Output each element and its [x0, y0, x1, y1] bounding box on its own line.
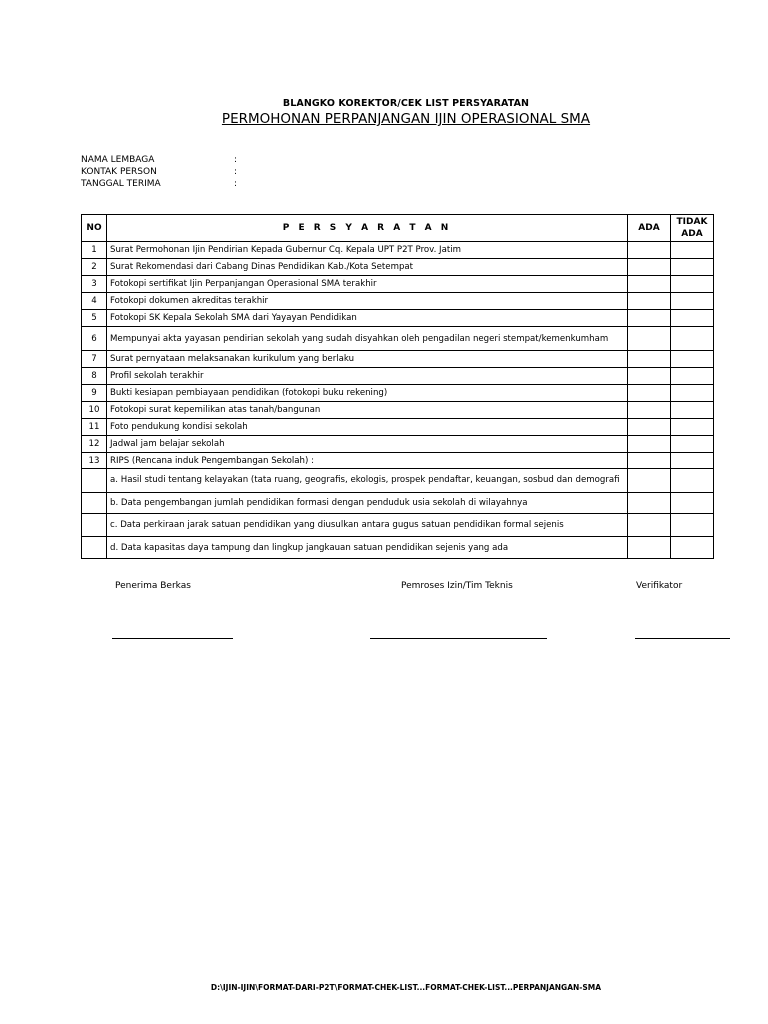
- row-no: 4: [82, 293, 107, 310]
- row-no: 12: [82, 436, 107, 453]
- signature-label-verifikator: Verifikator: [636, 581, 683, 591]
- table-row: [82, 402, 714, 419]
- subrow-no: [82, 469, 107, 493]
- row-no: 8: [82, 368, 107, 385]
- row-text: Bukti kesiapan pembiayaan pendidikan (fotokopi buku rekening): [107, 385, 628, 402]
- table-subrow: [82, 469, 714, 493]
- ada-cell[interactable]: [628, 259, 671, 276]
- ada-cell[interactable]: [628, 469, 671, 493]
- subrow-no: [82, 537, 107, 559]
- table-row: [82, 351, 714, 368]
- tidak-ada-cell[interactable]: [671, 310, 714, 327]
- signature-label-pemroses: Pemroses Izin/Tim Teknis: [401, 581, 513, 591]
- form-title: BLANGKO KOREKTOR/CEK LIST PERSYARATAN: [282, 98, 530, 109]
- tidak-ada-cell[interactable]: [671, 514, 714, 537]
- row-text: Surat Rekomendasi dari Cabang Dinas Pendidikan Kab./Kota Setempat: [107, 259, 628, 276]
- subrow-text: d. Data kapasitas daya tampung dan lingkup jangkauan satuan pendidikan sejenis yang ada: [107, 537, 628, 559]
- row-text: Surat pernyataan melaksanakan kurikulum yang berlaku: [107, 351, 628, 368]
- table-subrow: [82, 537, 714, 559]
- tidak-ada-cell[interactable]: [671, 293, 714, 310]
- row-text: Fotokopi sertifikat Ijin Perpanjangan Operasional SMA terakhir: [107, 276, 628, 293]
- ada-cell[interactable]: [628, 276, 671, 293]
- row-no: 5: [82, 310, 107, 327]
- ada-cell[interactable]: [628, 453, 671, 469]
- row-no: 6: [82, 327, 107, 351]
- tidak-ada-cell[interactable]: [671, 419, 714, 436]
- header-no: NO: [82, 215, 107, 242]
- ada-cell[interactable]: [628, 242, 671, 259]
- form-subtitle: PERMOHONAN PERPANJANGAN IJIN OPERASIONAL SMA: [221, 111, 591, 127]
- table-row: [82, 259, 714, 276]
- field-colon: :: [234, 167, 238, 177]
- ada-cell[interactable]: [628, 402, 671, 419]
- tidak-ada-cell[interactable]: [671, 368, 714, 385]
- row-text: Fotokopi SK Kepala Sekolah SMA dari Yayayan Pendidikan: [107, 310, 628, 327]
- row-text: Surat Permohonan Ijin Pendirian Kepada Gubernur Cq. Kepala UPT P2T Prov. Jatim: [107, 242, 628, 259]
- table-row: [82, 276, 714, 293]
- ada-cell[interactable]: [628, 385, 671, 402]
- tidak-ada-cell[interactable]: [671, 385, 714, 402]
- requirements-table: [81, 214, 714, 559]
- field-colon: :: [234, 179, 238, 189]
- file-path-footer: D:\IJIN-IJIN\FORMAT-DARI-P2T\FORMAT-CHEK-LIST...FORMAT-CHEK-LIST...PERPANJANGAN-SMA: [210, 983, 602, 992]
- row-no: 10: [82, 402, 107, 419]
- field-kontak-person: [81, 166, 238, 178]
- signature-label-penerima: Penerima Berkas: [115, 581, 191, 591]
- ada-cell[interactable]: [628, 436, 671, 453]
- subrow-no: [82, 514, 107, 537]
- table-row: [82, 453, 714, 469]
- table-subrow: [82, 514, 714, 537]
- table-subrow: [82, 493, 714, 514]
- table-header-row: [82, 215, 714, 242]
- subrow-no: [82, 493, 107, 514]
- header-requirement: P E R S Y A R A T A N: [107, 215, 628, 242]
- ada-cell[interactable]: [628, 493, 671, 514]
- header-ada: ADA: [628, 215, 671, 242]
- field-nama-lembaga: [81, 154, 238, 166]
- ada-cell[interactable]: [628, 368, 671, 385]
- row-no: 9: [82, 385, 107, 402]
- ada-cell[interactable]: [628, 514, 671, 537]
- row-no: 1: [82, 242, 107, 259]
- ada-cell[interactable]: [628, 310, 671, 327]
- row-text: RIPS (Rencana induk Pengembangan Sekolah) :: [107, 453, 628, 469]
- row-text: Fotokopi surat kepemilikan atas tanah/bangunan: [107, 402, 628, 419]
- table-row: [82, 368, 714, 385]
- ada-cell[interactable]: [628, 419, 671, 436]
- subrow-text: b. Data pengembangan jumlah pendidikan formasi dengan penduduk usia sekolah di wilayahnya: [107, 493, 628, 514]
- field-label: NAMA LEMBAGA: [81, 155, 155, 165]
- header-tidak-ada: TIDAK ADA: [671, 215, 714, 242]
- row-no: 3: [82, 276, 107, 293]
- signature-line-penerima: [112, 638, 233, 639]
- signature-line-pemroses: [370, 638, 547, 639]
- tidak-ada-cell[interactable]: [671, 493, 714, 514]
- field-label: TANGGAL TERIMA: [81, 179, 161, 189]
- tidak-ada-cell[interactable]: [671, 537, 714, 559]
- table-row: [82, 419, 714, 436]
- field-label: KONTAK PERSON: [81, 167, 157, 177]
- tidak-ada-cell[interactable]: [671, 453, 714, 469]
- table-row: [82, 436, 714, 453]
- tidak-ada-cell[interactable]: [671, 402, 714, 419]
- tidak-ada-cell[interactable]: [671, 259, 714, 276]
- row-no: 11: [82, 419, 107, 436]
- table-row: [82, 327, 714, 351]
- subrow-text: c. Data perkiraan jarak satuan pendidikan yang diusulkan antara gugus satuan pendidikan formal sejenis: [107, 514, 628, 537]
- tidak-ada-cell[interactable]: [671, 327, 714, 351]
- ada-cell[interactable]: [628, 537, 671, 559]
- row-text: Profil sekolah terakhir: [107, 368, 628, 385]
- signature-line-verifikator: [635, 638, 730, 639]
- tidak-ada-cell[interactable]: [671, 242, 714, 259]
- tidak-ada-cell[interactable]: [671, 469, 714, 493]
- row-text: Fotokopi dokumen akreditas terakhir: [107, 293, 628, 310]
- tidak-ada-cell[interactable]: [671, 436, 714, 453]
- table-row: [82, 385, 714, 402]
- row-text: Mempunyai akta yayasan pendirian sekolah yang sudah disyahkan oleh pengadilan negeri stempat/kemenkumham: [107, 327, 628, 351]
- row-no: 7: [82, 351, 107, 368]
- ada-cell[interactable]: [628, 327, 671, 351]
- table-row: [82, 242, 714, 259]
- subrow-text: a. Hasil studi tentang kelayakan (tata ruang, geografis, ekologis, prospek pendaftar, keuangan, sosbud dan demografi: [107, 469, 628, 493]
- field-tanggal-terima: [81, 178, 238, 190]
- ada-cell[interactable]: [628, 293, 671, 310]
- table-row: [82, 310, 714, 327]
- tidak-ada-cell[interactable]: [671, 276, 714, 293]
- ada-cell[interactable]: [628, 351, 671, 368]
- row-no: 2: [82, 259, 107, 276]
- row-text: Jadwal jam belajar sekolah: [107, 436, 628, 453]
- row-text: Foto pendukung kondisi sekolah: [107, 419, 628, 436]
- row-no: 13: [82, 453, 107, 469]
- field-colon: :: [234, 155, 238, 165]
- tidak-ada-cell[interactable]: [671, 351, 714, 368]
- table-row: [82, 293, 714, 310]
